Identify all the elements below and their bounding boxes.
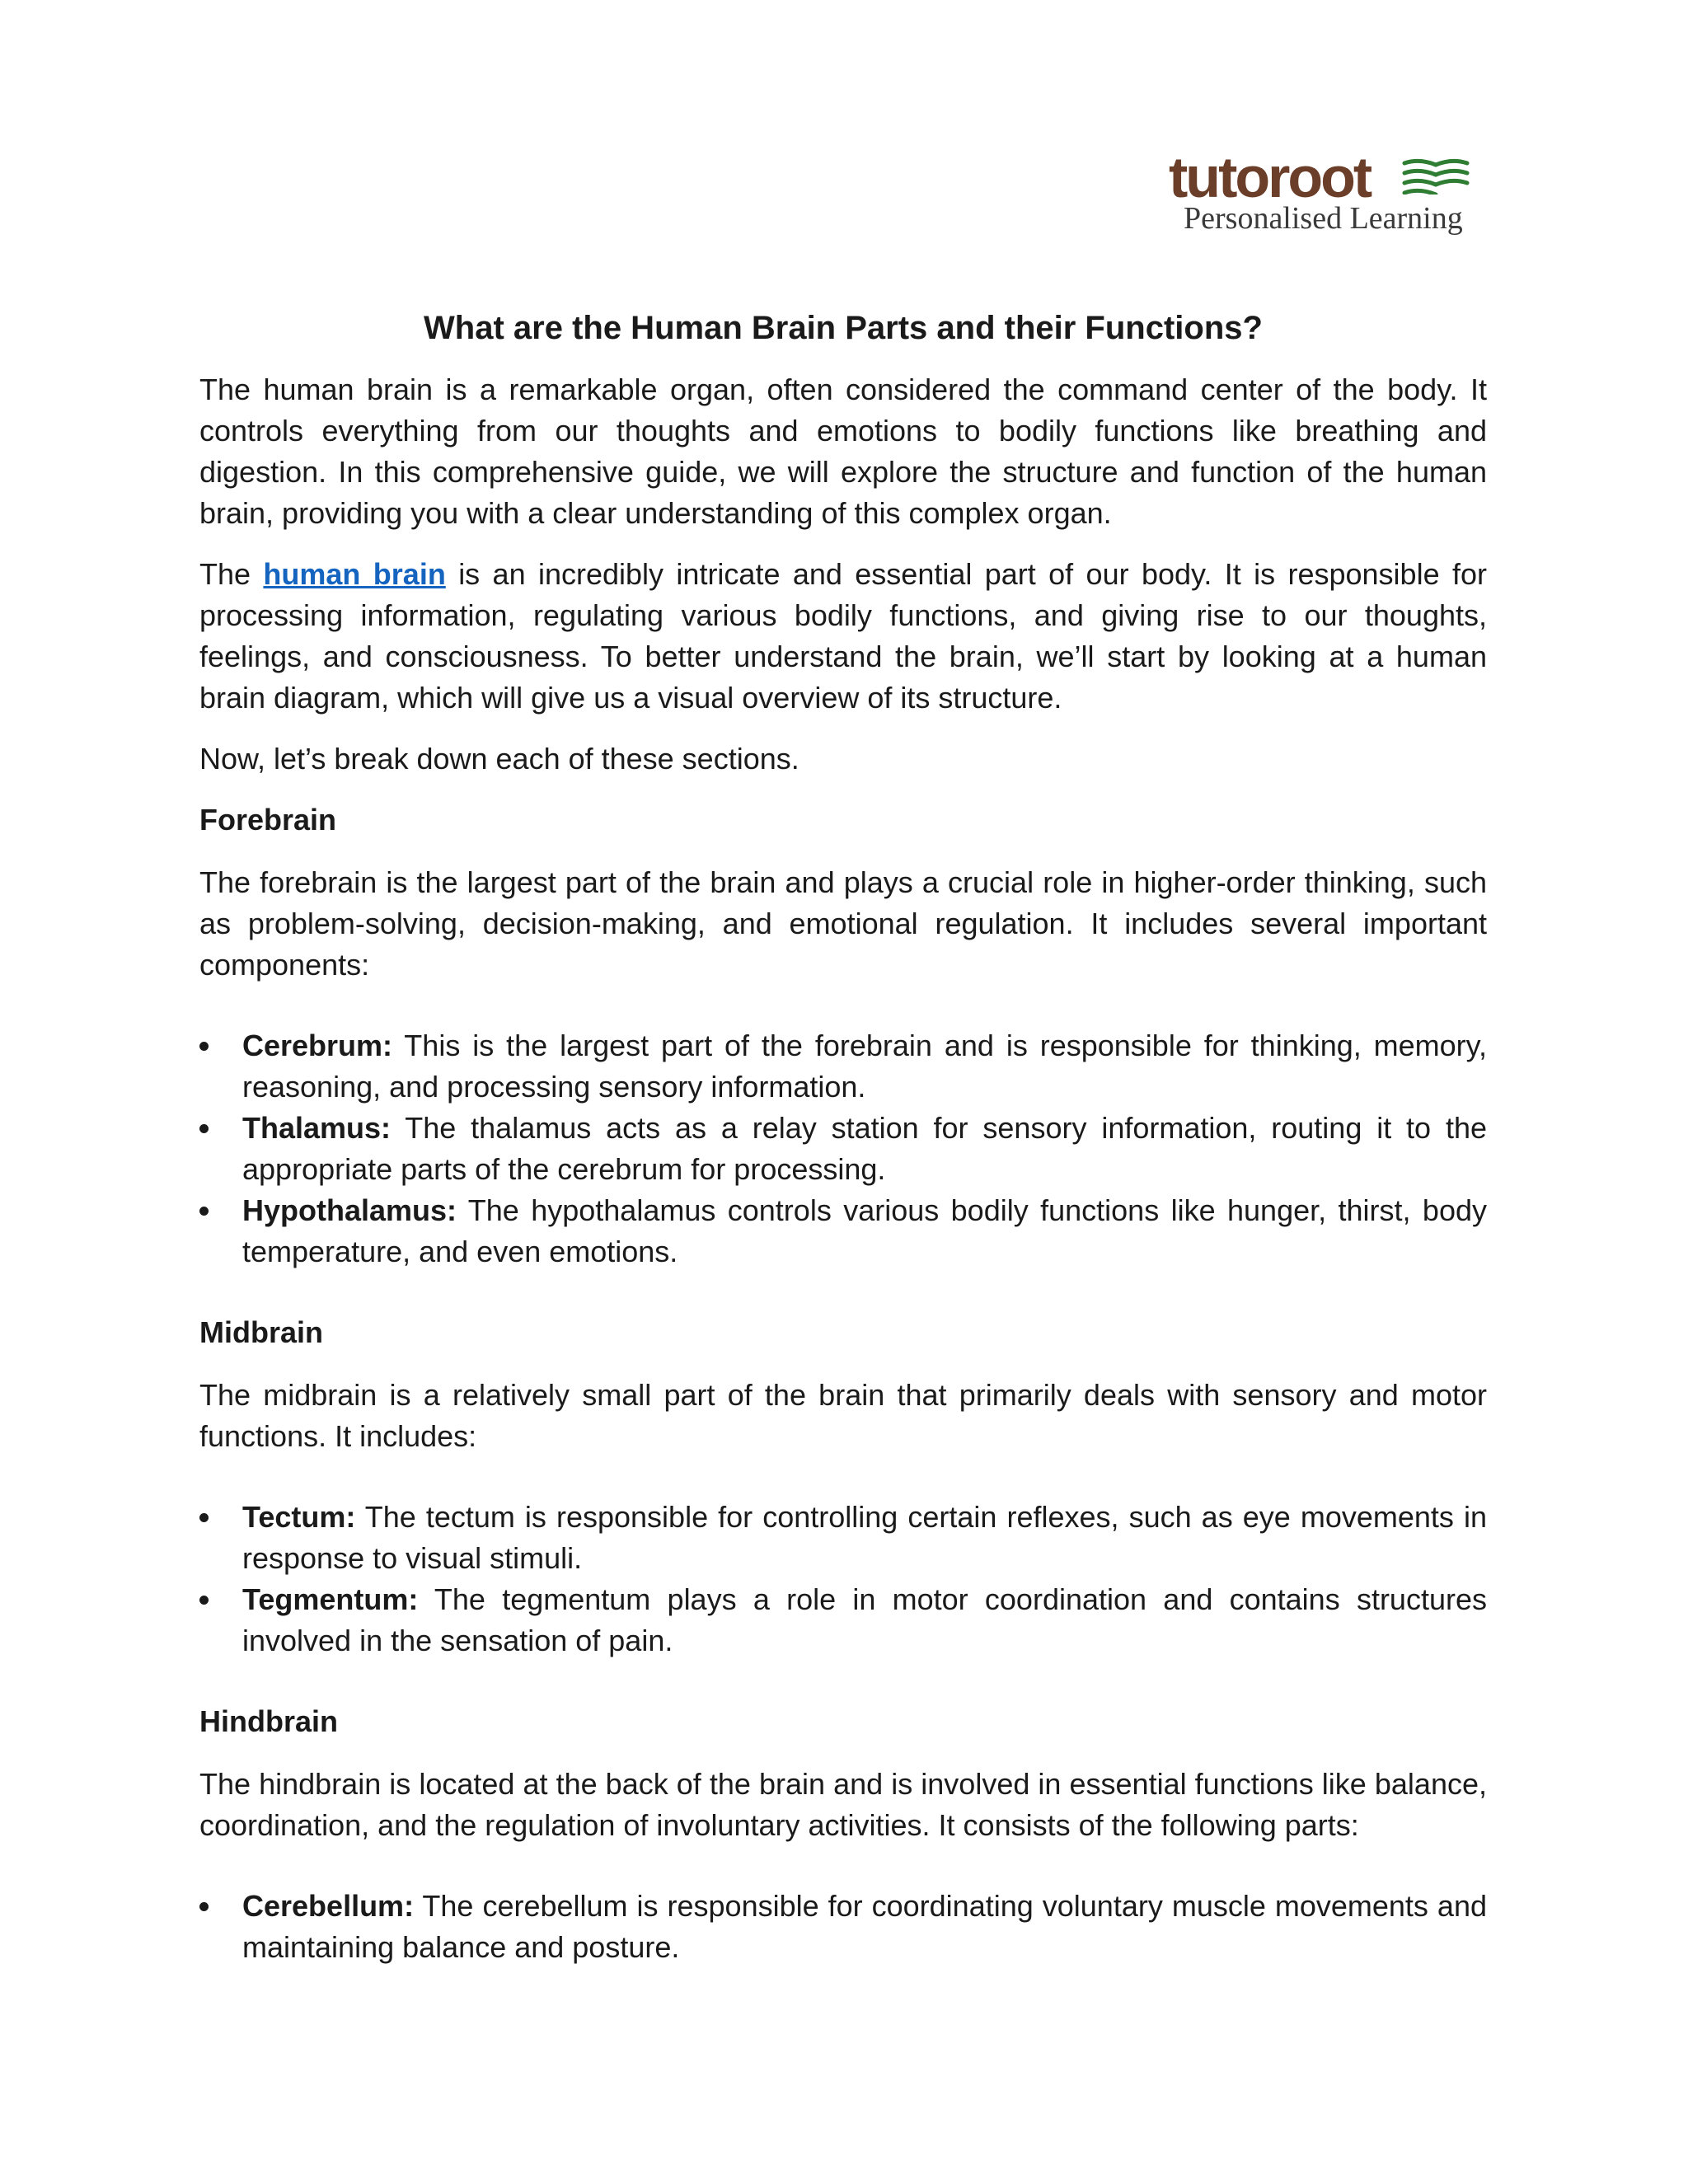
breakdown-paragraph: Now, let’s break down each of these sections. xyxy=(199,742,799,776)
forebrain-heading: Forebrain xyxy=(199,803,337,837)
tutoroot-logo xyxy=(1169,145,1482,239)
list-description: The tectum is responsible for controlling certain reflexes, such as eye movements in response to visual stimuli. xyxy=(242,1500,1487,1575)
list-description: The cerebellum is responsible for coordinating voluntary muscle movements and maintaining balance and posture. xyxy=(242,1889,1487,1964)
list-item xyxy=(199,1886,1487,1968)
list-term: Cerebrum: xyxy=(242,1029,393,1062)
list-item xyxy=(199,1108,1487,1190)
midbrain-heading: Midbrain xyxy=(199,1315,323,1349)
book-pages-icon xyxy=(1401,158,1470,194)
logo-tagline: Personalised Learning xyxy=(1184,201,1463,236)
list-description: The hypothalamus controls various bodily functions like hunger, thirst, body temperature, and even emotions. xyxy=(242,1193,1487,1268)
list-term: Thalamus: xyxy=(242,1111,392,1145)
list-item xyxy=(199,1190,1487,1272)
list-item xyxy=(199,1025,1487,1108)
intro-paragraph: The human brain is a remarkable organ, often considered the command center of the body. It controls everything from our thoughts and emotions to bodily functions like breathing and digestion. In this comprehensive guide, we will explore the structure and function of the human brain, providing you with a clear understanding of this complex organ. xyxy=(199,373,1487,530)
list-description: This is the largest part of the forebrain and is responsible for thinking, memory, reasoning, and processing sensory information. xyxy=(242,1029,1487,1104)
logo-wordmark: tutoroot xyxy=(1169,145,1371,209)
list-term: Tegmentum: xyxy=(242,1582,419,1616)
hindbrain-list xyxy=(199,1886,1487,1968)
hindbrain-heading: Hindbrain xyxy=(199,1704,338,1738)
list-term: Cerebellum: xyxy=(242,1889,415,1923)
list-term: Tectum: xyxy=(242,1500,356,1534)
list-description: The tegmentum plays a role in motor coordination and contains structures involved in the sensation of pain. xyxy=(242,1582,1487,1657)
list-term: Hypothalamus: xyxy=(242,1193,457,1227)
forebrain-paragraph: The forebrain is the largest part of the brain and plays a crucial role in higher-order thinking, such as problem-solving, decision-making, and emotional regulation. It includes several important components: xyxy=(199,865,1487,982)
bullet-icon xyxy=(199,1124,209,1133)
list-description: The thalamus acts as a relay station for sensory information, routing it to the appropriate parts of the cerebrum for processing. xyxy=(242,1111,1487,1186)
list-item xyxy=(199,1579,1487,1661)
list-item xyxy=(199,1497,1487,1579)
bullet-icon xyxy=(199,1042,209,1051)
paragraph-text-after-link: is an incredibly intricate and essential part of our body. It is responsible for processing information, regulating various bodily functions, and giving rise to our thoughts, feelings, and consciousness. To better understand the brain, we’ll start by looking at a human brain diagram, which will give us a visual overview of its structure. xyxy=(199,557,1487,715)
forebrain-list xyxy=(199,1025,1487,1272)
midbrain-list xyxy=(199,1497,1487,1661)
bullet-icon xyxy=(199,1596,209,1605)
midbrain-paragraph: The midbrain is a relatively small part of the brain that primarily deals with sensory and motor functions. It includes: xyxy=(199,1378,1487,1453)
hindbrain-paragraph: The hindbrain is located at the back of the brain and is involved in essential functions like balance, coordination, and the regulation of involuntary activities. It consists of the following parts: xyxy=(199,1767,1487,1842)
page-title: What are the Human Brain Parts and their Functions? xyxy=(424,310,1263,346)
paragraph-text-before-link: The xyxy=(199,557,264,591)
brain-overview-paragraph xyxy=(199,554,1487,719)
bullet-icon xyxy=(199,1207,209,1216)
bullet-icon xyxy=(199,1513,209,1522)
bullet-icon xyxy=(199,1902,209,1911)
article-body xyxy=(199,305,1487,2008)
human-brain-link[interactable]: human brain xyxy=(263,557,446,591)
